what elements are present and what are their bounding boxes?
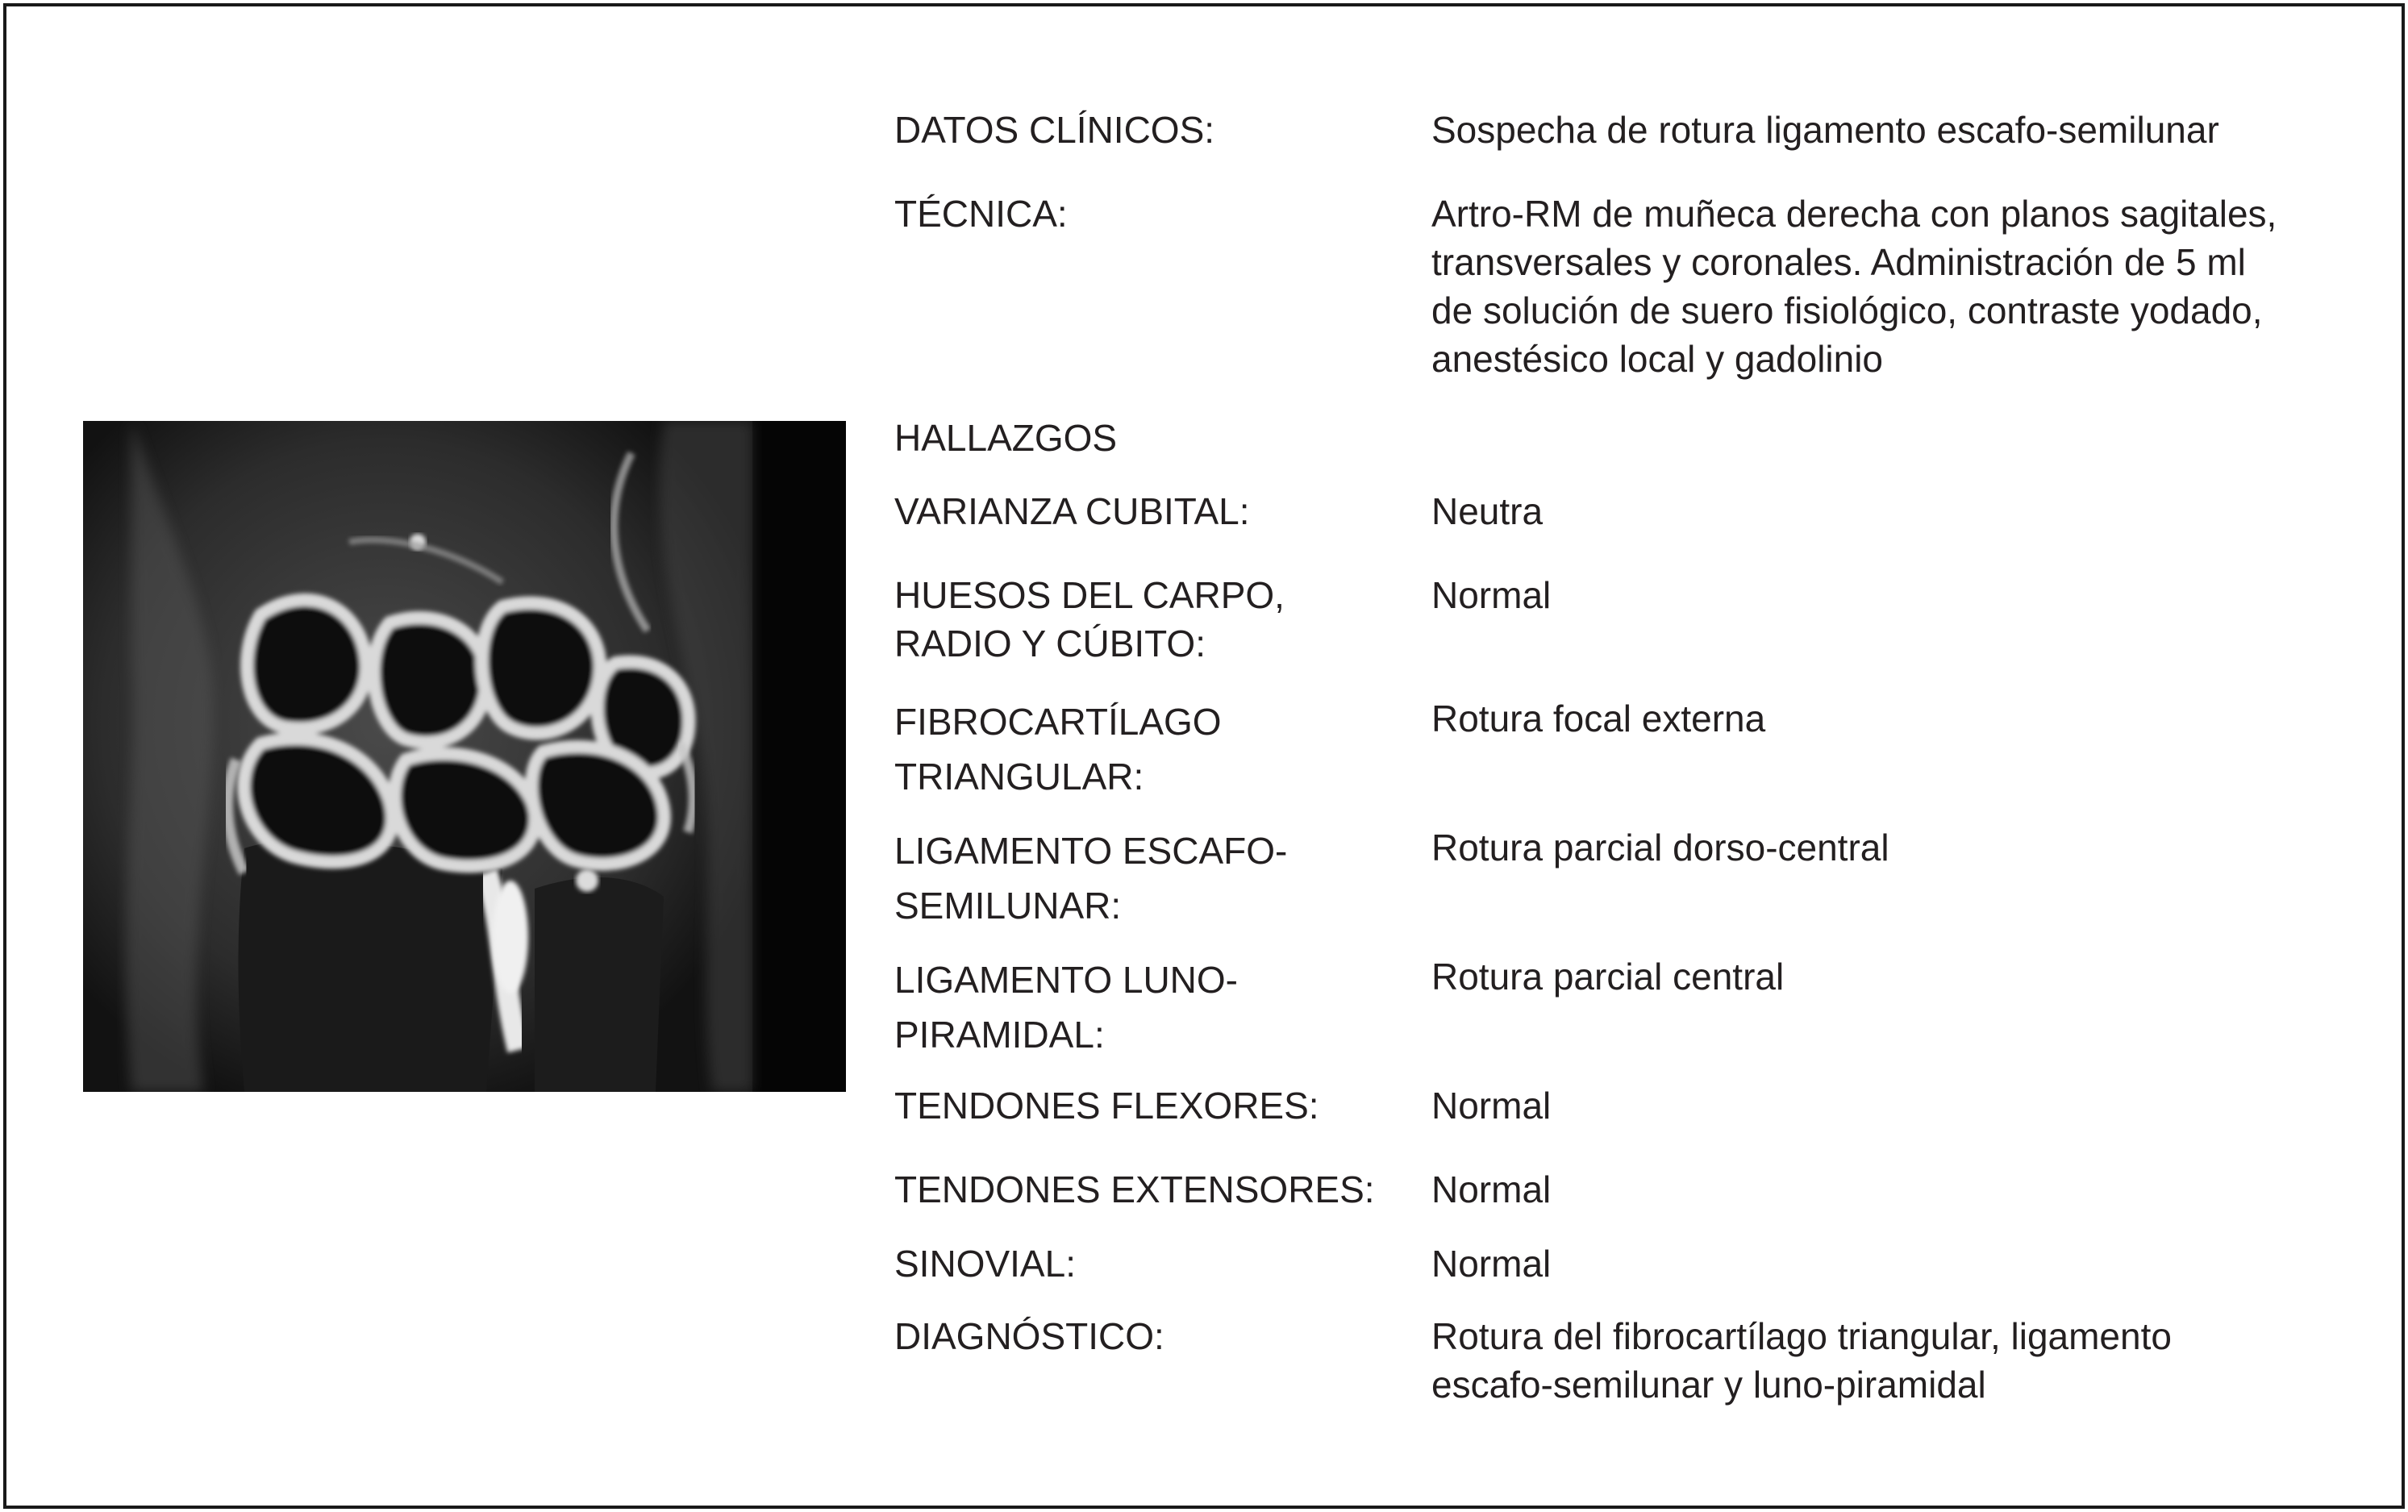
value-datos-clinicos: Sospecha de rotura ligamento escafo-semilunar xyxy=(1431,109,2219,151)
label-sinovial: SINOVIAL: xyxy=(894,1243,1076,1285)
value-huesos: Normal xyxy=(1431,574,1552,616)
label-tecnica: TÉCNICA: xyxy=(894,193,1068,235)
label-varianza-cubital: VARIANZA CUBITAL: xyxy=(894,490,1250,532)
value-lig-escafo: Rotura parcial dorso-central xyxy=(1431,827,1889,868)
label-datos-clinicos: DATOS CLÍNICOS: xyxy=(894,109,1215,151)
value-lig-luno: Rotura parcial central xyxy=(1431,956,1785,998)
label-extensores: TENDONES EXTENSORES: xyxy=(894,1168,1375,1210)
label-fibrocartilago: FIBROCARTÍLAGO TRIANGULAR: xyxy=(894,701,1222,798)
value-flexores: Normal xyxy=(1431,1085,1552,1127)
label-diagnostico: DIAGNÓSTICO: xyxy=(894,1315,1164,1357)
label-huesos: HUESOS DEL CARPO, RADIO Y CÚBITO: xyxy=(894,574,1285,664)
value-diagnostico: Rotura del fibrocartílago triangular, ligamento escafo-semilunar y luno-piramidal xyxy=(1431,1315,2172,1406)
label-flexores: TENDONES FLEXORES: xyxy=(894,1085,1319,1127)
value-extensores: Normal xyxy=(1431,1168,1552,1210)
label-hallazgos: HALLAZGOS xyxy=(894,417,1118,459)
label-lig-escafo: LIGAMENTO ESCAFO- SEMILUNAR: xyxy=(894,830,1288,927)
value-fibrocartilago: Rotura focal externa xyxy=(1431,698,1766,739)
value-tecnica: Artro-RM de muñeca derecha con planos sagitales, transversales y coronales. Administración de 5 ml de solución de suero fisiológico, contraste yodado, anestésico local y gadolinio xyxy=(1431,193,2277,380)
value-sinovial: Normal xyxy=(1431,1243,1552,1285)
label-lig-luno: LIGAMENTO LUNO- PIRAMIDAL: xyxy=(894,959,1238,1056)
value-varianza-cubital: Neutra xyxy=(1431,490,1544,532)
